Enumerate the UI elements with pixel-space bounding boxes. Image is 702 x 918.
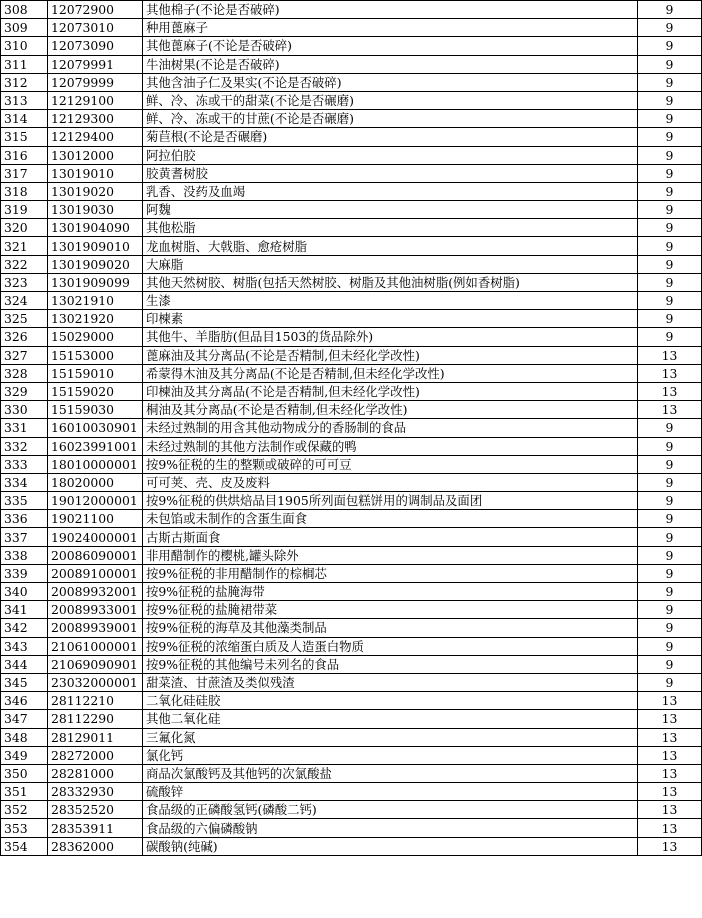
tax-rate: 13 bbox=[638, 837, 702, 855]
table-row bbox=[1, 601, 702, 619]
commodity-description: 菊苣根(不论是否碾磨) bbox=[143, 128, 638, 146]
row-number: 321 bbox=[1, 237, 48, 255]
tax-rate: 13 bbox=[638, 346, 702, 364]
tax-rate: 13 bbox=[638, 692, 702, 710]
commodity-code: 28362000 bbox=[48, 837, 143, 855]
commodity-description: 其他松脂 bbox=[143, 219, 638, 237]
table-row bbox=[1, 346, 702, 364]
commodity-description: 硫酸锌 bbox=[143, 783, 638, 801]
commodity-description: 甜菜渣、甘蔗渣及类似残渣 bbox=[143, 673, 638, 691]
table-row bbox=[1, 382, 702, 400]
commodity-code: 13021910 bbox=[48, 292, 143, 310]
tax-rate: 9 bbox=[638, 564, 702, 582]
tax-rate: 9 bbox=[638, 437, 702, 455]
row-number: 318 bbox=[1, 182, 48, 200]
table-row bbox=[1, 128, 702, 146]
row-number: 348 bbox=[1, 728, 48, 746]
commodity-code: 13019020 bbox=[48, 182, 143, 200]
commodity-description: 其他二氧化硅 bbox=[143, 710, 638, 728]
tax-rate: 9 bbox=[638, 182, 702, 200]
commodity-description: 未经过熟制的其他方法制作或保藏的鸭 bbox=[143, 437, 638, 455]
row-number: 326 bbox=[1, 328, 48, 346]
tax-rate: 9 bbox=[638, 164, 702, 182]
table-row bbox=[1, 237, 702, 255]
row-number: 342 bbox=[1, 619, 48, 637]
tax-rate: 9 bbox=[638, 292, 702, 310]
commodity-description: 其他棉子(不论是否破碎) bbox=[143, 1, 638, 19]
table-row bbox=[1, 728, 702, 746]
commodity-code: 12079991 bbox=[48, 55, 143, 73]
table-row bbox=[1, 837, 702, 855]
tax-rate: 9 bbox=[638, 328, 702, 346]
row-number: 324 bbox=[1, 292, 48, 310]
commodity-code: 13012000 bbox=[48, 146, 143, 164]
row-number: 325 bbox=[1, 310, 48, 328]
commodity-code: 20089933001 bbox=[48, 601, 143, 619]
tax-rate: 9 bbox=[638, 19, 702, 37]
table-row bbox=[1, 219, 702, 237]
table-row bbox=[1, 619, 702, 637]
row-number: 345 bbox=[1, 673, 48, 691]
tax-rate: 9 bbox=[638, 273, 702, 291]
row-number: 316 bbox=[1, 146, 48, 164]
tax-rate: 9 bbox=[638, 255, 702, 273]
row-number: 327 bbox=[1, 346, 48, 364]
commodity-code: 12072900 bbox=[48, 1, 143, 19]
tax-rate: 9 bbox=[638, 492, 702, 510]
tax-rate: 9 bbox=[638, 128, 702, 146]
commodity-description: 二氧化硅硅胶 bbox=[143, 692, 638, 710]
tax-rate: 9 bbox=[638, 219, 702, 237]
commodity-code: 15029000 bbox=[48, 328, 143, 346]
commodity-description: 鲜、冷、冻或干的甘蔗(不论是否碾磨) bbox=[143, 110, 638, 128]
table-row bbox=[1, 564, 702, 582]
row-number: 308 bbox=[1, 1, 48, 19]
commodity-description: 未经过熟制的用含其他动物成分的香肠制的食品 bbox=[143, 419, 638, 437]
commodity-description: 乳香、没药及血竭 bbox=[143, 182, 638, 200]
tax-rate: 13 bbox=[638, 382, 702, 400]
row-number: 320 bbox=[1, 219, 48, 237]
row-number: 339 bbox=[1, 564, 48, 582]
commodity-description: 古斯古斯面食 bbox=[143, 528, 638, 546]
tax-rate: 13 bbox=[638, 710, 702, 728]
tax-rate: 9 bbox=[638, 619, 702, 637]
commodity-description: 按9%征税的盐腌海带 bbox=[143, 583, 638, 601]
table-row bbox=[1, 182, 702, 200]
tax-rate: 9 bbox=[638, 146, 702, 164]
row-number: 311 bbox=[1, 55, 48, 73]
table-row bbox=[1, 710, 702, 728]
table-row bbox=[1, 437, 702, 455]
commodity-code: 28352520 bbox=[48, 801, 143, 819]
commodity-code: 23032000001 bbox=[48, 673, 143, 691]
commodity-code: 13021920 bbox=[48, 310, 143, 328]
commodity-code: 12073010 bbox=[48, 19, 143, 37]
row-number: 330 bbox=[1, 401, 48, 419]
row-number: 313 bbox=[1, 91, 48, 109]
table-row bbox=[1, 1, 702, 19]
commodity-description: 食品级的六偏磷酸钠 bbox=[143, 819, 638, 837]
table-row bbox=[1, 164, 702, 182]
table-row bbox=[1, 55, 702, 73]
commodity-code: 16023991001 bbox=[48, 437, 143, 455]
commodity-description: 胶黄耆树胶 bbox=[143, 164, 638, 182]
table-row bbox=[1, 801, 702, 819]
commodity-description: 其他蓖麻子(不论是否破碎) bbox=[143, 37, 638, 55]
row-number: 346 bbox=[1, 692, 48, 710]
row-number: 351 bbox=[1, 783, 48, 801]
commodity-description: 三氟化氮 bbox=[143, 728, 638, 746]
row-number: 319 bbox=[1, 201, 48, 219]
row-number: 350 bbox=[1, 764, 48, 782]
tax-rate: 9 bbox=[638, 473, 702, 491]
commodity-description: 印楝素 bbox=[143, 310, 638, 328]
commodity-code: 20086090001 bbox=[48, 546, 143, 564]
commodity-code: 1301909010 bbox=[48, 237, 143, 255]
table-row bbox=[1, 292, 702, 310]
commodity-description: 桐油及其分离品(不论是否精制,但未经化学改性) bbox=[143, 401, 638, 419]
table-row bbox=[1, 783, 702, 801]
table-row bbox=[1, 364, 702, 382]
commodity-description: 阿魏 bbox=[143, 201, 638, 219]
table-row bbox=[1, 419, 702, 437]
commodity-description: 希蒙得木油及其分离品(不论是否精制,但未经化学改性) bbox=[143, 364, 638, 382]
row-number: 341 bbox=[1, 601, 48, 619]
table-row bbox=[1, 255, 702, 273]
commodity-code: 12129300 bbox=[48, 110, 143, 128]
commodity-description: 未包馅或未制作的含蛋生面食 bbox=[143, 510, 638, 528]
commodity-description: 龙血树脂、大戟脂、愈疮树脂 bbox=[143, 237, 638, 255]
commodity-code: 12129400 bbox=[48, 128, 143, 146]
commodity-code: 19012000001 bbox=[48, 492, 143, 510]
row-number: 317 bbox=[1, 164, 48, 182]
tax-rate: 9 bbox=[638, 55, 702, 73]
commodity-code: 19024000001 bbox=[48, 528, 143, 546]
table-row bbox=[1, 510, 702, 528]
row-number: 334 bbox=[1, 473, 48, 491]
table-row bbox=[1, 655, 702, 673]
row-number: 329 bbox=[1, 382, 48, 400]
commodity-code: 1301909020 bbox=[48, 255, 143, 273]
table-body bbox=[1, 1, 702, 856]
commodity-description: 按9%征税的浓缩蛋白质及人造蛋白物质 bbox=[143, 637, 638, 655]
tax-rate: 9 bbox=[638, 510, 702, 528]
row-number: 331 bbox=[1, 419, 48, 437]
commodity-description: 印楝油及其分离品(不论是否精制,但未经化学改性) bbox=[143, 382, 638, 400]
table-row bbox=[1, 110, 702, 128]
row-number: 335 bbox=[1, 492, 48, 510]
table-row bbox=[1, 201, 702, 219]
table-row bbox=[1, 273, 702, 291]
tax-rate: 13 bbox=[638, 819, 702, 837]
tax-rate: 9 bbox=[638, 583, 702, 601]
row-number: 344 bbox=[1, 655, 48, 673]
tax-rate: 9 bbox=[638, 237, 702, 255]
commodity-code: 28272000 bbox=[48, 746, 143, 764]
tax-rate: 9 bbox=[638, 110, 702, 128]
row-number: 314 bbox=[1, 110, 48, 128]
row-number: 338 bbox=[1, 546, 48, 564]
commodity-code: 15159010 bbox=[48, 364, 143, 382]
table-row bbox=[1, 764, 702, 782]
table-row bbox=[1, 692, 702, 710]
commodity-description: 商品次氯酸钙及其他钙的次氯酸盐 bbox=[143, 764, 638, 782]
commodity-description: 其他牛、羊脂肪(但品目1503的货品除外) bbox=[143, 328, 638, 346]
commodity-code: 18020000 bbox=[48, 473, 143, 491]
row-number: 332 bbox=[1, 437, 48, 455]
tax-rate: 9 bbox=[638, 637, 702, 655]
row-number: 340 bbox=[1, 583, 48, 601]
commodity-description: 种用蓖麻子 bbox=[143, 19, 638, 37]
table-row bbox=[1, 673, 702, 691]
commodity-code: 18010000001 bbox=[48, 455, 143, 473]
tax-rate: 9 bbox=[638, 91, 702, 109]
tax-rate: 9 bbox=[638, 73, 702, 91]
tax-rate: 13 bbox=[638, 764, 702, 782]
commodity-code: 13019010 bbox=[48, 164, 143, 182]
commodity-description: 其他天然树胶、树脂(包括天然树胶、树脂及其他油树脂(例如香树脂) bbox=[143, 273, 638, 291]
table-row bbox=[1, 455, 702, 473]
tax-rate: 13 bbox=[638, 401, 702, 419]
table-row bbox=[1, 546, 702, 564]
row-number: 323 bbox=[1, 273, 48, 291]
commodity-description: 按9%征税的生的整颗或破碎的可可豆 bbox=[143, 455, 638, 473]
commodity-code: 20089932001 bbox=[48, 583, 143, 601]
tax-rate: 13 bbox=[638, 364, 702, 382]
commodity-code: 12079999 bbox=[48, 73, 143, 91]
commodity-description: 氯化钙 bbox=[143, 746, 638, 764]
commodity-description: 可可荚、壳、皮及废料 bbox=[143, 473, 638, 491]
commodity-code: 19021100 bbox=[48, 510, 143, 528]
commodity-code: 20089100001 bbox=[48, 564, 143, 582]
commodity-description: 食品级的正磷酸氢钙(磷酸二钙) bbox=[143, 801, 638, 819]
commodity-code: 15159020 bbox=[48, 382, 143, 400]
table-row bbox=[1, 19, 702, 37]
tax-rate: 9 bbox=[638, 528, 702, 546]
commodity-description: 按9%征税的其他编号未列名的食品 bbox=[143, 655, 638, 673]
tax-rate: 13 bbox=[638, 728, 702, 746]
tax-rate: 9 bbox=[638, 37, 702, 55]
table-row bbox=[1, 73, 702, 91]
table-row bbox=[1, 328, 702, 346]
table-row bbox=[1, 37, 702, 55]
tax-rate: 13 bbox=[638, 783, 702, 801]
commodity-code: 21069090901 bbox=[48, 655, 143, 673]
table-row bbox=[1, 583, 702, 601]
row-number: 354 bbox=[1, 837, 48, 855]
commodity-description: 碳酸钠(纯碱) bbox=[143, 837, 638, 855]
tax-rate: 9 bbox=[638, 201, 702, 219]
commodity-code: 12129100 bbox=[48, 91, 143, 109]
commodity-description: 其他含油子仁及果实(不论是否破碎) bbox=[143, 73, 638, 91]
tax-rate: 9 bbox=[638, 1, 702, 19]
row-number: 336 bbox=[1, 510, 48, 528]
tax-rate: 9 bbox=[638, 419, 702, 437]
row-number: 352 bbox=[1, 801, 48, 819]
tax-rate: 9 bbox=[638, 455, 702, 473]
table-row bbox=[1, 819, 702, 837]
row-number: 343 bbox=[1, 637, 48, 655]
tax-rate: 13 bbox=[638, 801, 702, 819]
commodity-description: 按9%征税的供烘焙品目1905所列面包糕饼用的调制品及面团 bbox=[143, 492, 638, 510]
table-row bbox=[1, 528, 702, 546]
commodity-description: 大麻脂 bbox=[143, 255, 638, 273]
commodity-description: 按9%征税的盐腌裙带菜 bbox=[143, 601, 638, 619]
table-row bbox=[1, 492, 702, 510]
tax-rate: 9 bbox=[638, 655, 702, 673]
commodity-description: 蓖麻油及其分离品(不论是否精制,但未经化学改性) bbox=[143, 346, 638, 364]
row-number: 328 bbox=[1, 364, 48, 382]
commodity-description: 牛油树果(不论是否破碎) bbox=[143, 55, 638, 73]
table-row bbox=[1, 746, 702, 764]
commodity-description: 生漆 bbox=[143, 292, 638, 310]
table-row bbox=[1, 637, 702, 655]
row-number: 349 bbox=[1, 746, 48, 764]
commodity-code: 1301909099 bbox=[48, 273, 143, 291]
tax-rate: 9 bbox=[638, 546, 702, 564]
commodity-code: 15159030 bbox=[48, 401, 143, 419]
commodity-code: 12073090 bbox=[48, 37, 143, 55]
row-number: 309 bbox=[1, 19, 48, 37]
table-row bbox=[1, 401, 702, 419]
table-row bbox=[1, 146, 702, 164]
commodity-code: 28129011 bbox=[48, 728, 143, 746]
table-row bbox=[1, 310, 702, 328]
commodity-code: 28281000 bbox=[48, 764, 143, 782]
commodity-code: 1301904090 bbox=[48, 219, 143, 237]
commodity-description: 非用醋制作的樱桃,罐头除外 bbox=[143, 546, 638, 564]
row-number: 310 bbox=[1, 37, 48, 55]
row-number: 322 bbox=[1, 255, 48, 273]
row-number: 312 bbox=[1, 73, 48, 91]
table-row bbox=[1, 473, 702, 491]
row-number: 353 bbox=[1, 819, 48, 837]
commodity-code: 28332930 bbox=[48, 783, 143, 801]
commodity-code: 16010030901 bbox=[48, 419, 143, 437]
tax-rate: 9 bbox=[638, 673, 702, 691]
commodity-code: 15153000 bbox=[48, 346, 143, 364]
commodity-description: 按9%征税的海草及其他藻类制品 bbox=[143, 619, 638, 637]
table-row bbox=[1, 91, 702, 109]
tax-rate: 9 bbox=[638, 601, 702, 619]
row-number: 347 bbox=[1, 710, 48, 728]
commodity-code: 28112290 bbox=[48, 710, 143, 728]
row-number: 337 bbox=[1, 528, 48, 546]
commodity-code: 28112210 bbox=[48, 692, 143, 710]
commodity-description: 鲜、冷、冻或干的甜菜(不论是否碾磨) bbox=[143, 91, 638, 109]
commodity-description: 阿拉伯胶 bbox=[143, 146, 638, 164]
tax-rate: 13 bbox=[638, 746, 702, 764]
commodity-code: 28353911 bbox=[48, 819, 143, 837]
row-number: 315 bbox=[1, 128, 48, 146]
tax-rate: 9 bbox=[638, 310, 702, 328]
commodity-code: 13019030 bbox=[48, 201, 143, 219]
row-number: 333 bbox=[1, 455, 48, 473]
commodity-description: 按9%征税的非用醋制作的棕榈芯 bbox=[143, 564, 638, 582]
commodity-code: 20089939001 bbox=[48, 619, 143, 637]
commodity-code: 21061000001 bbox=[48, 637, 143, 655]
